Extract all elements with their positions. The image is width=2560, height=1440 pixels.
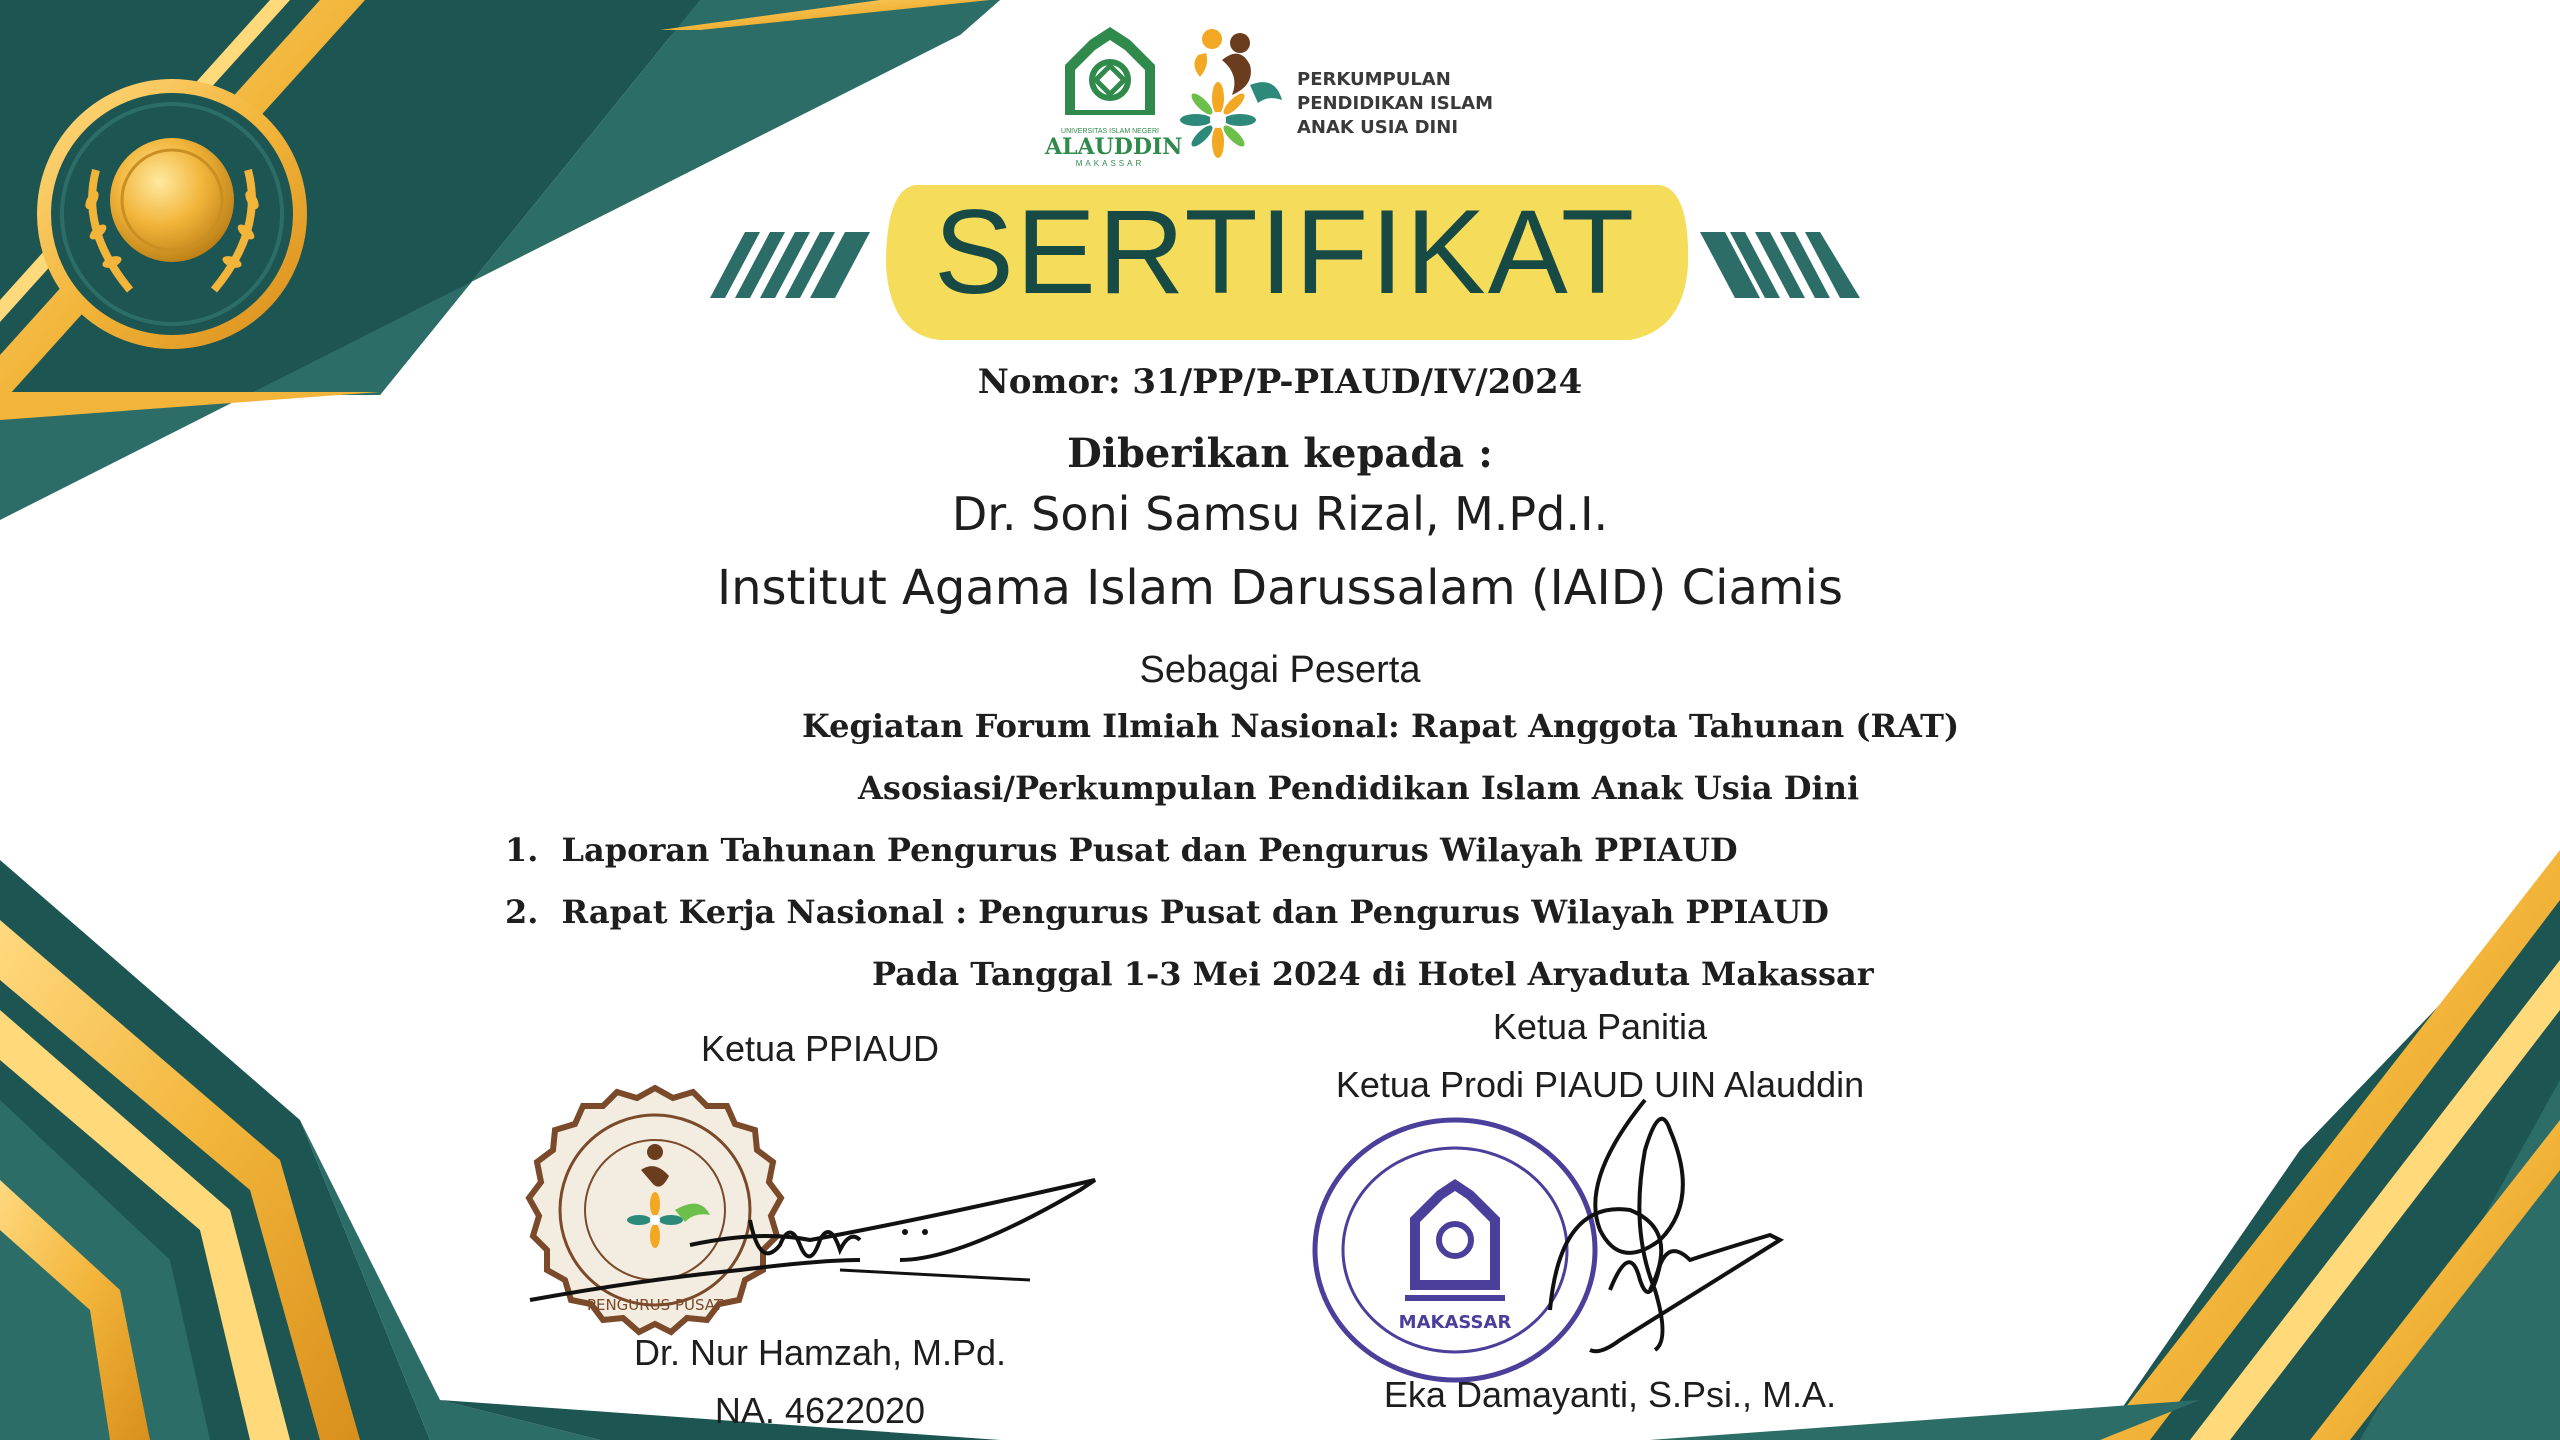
uin-emblem-icon <box>1045 25 1175 125</box>
certificate-title: SERTIFIKAT <box>933 185 1637 319</box>
certificate-number: Nomor: 31/PP/P-PIAUD/IV/2024 <box>977 362 1583 402</box>
right-signatory-title: Ketua Panitia <box>1492 1006 1708 1047</box>
right-signatory-name: Eka Damayanti, S.Psi., M.A. <box>1383 1374 1837 1415</box>
right-signatory-subtitle: Ketua Prodi PIAUD UIN Alauddin <box>1335 1064 1865 1105</box>
left-signatory-title: Ketua PPIAUD <box>700 1028 940 1069</box>
event-item-2 <box>505 890 1829 934</box>
org-name-line-3: ANAK USIA DINI <box>1297 117 1459 138</box>
event-item-number: 2. <box>505 893 539 931</box>
org-name-line-1: PERKUMPULAN <box>1297 69 1451 90</box>
uin-logo-top-text: UNIVERSITAS ISLAM NEGERI <box>1061 128 1159 135</box>
given-to-label: Diberikan kepada : <box>1067 430 1493 477</box>
right-signature <box>1480 1090 1800 1370</box>
event-item-text: Rapat Kerja Nasional : Pengurus Pusat dan Pengurus Wilayah PPIAUD <box>561 893 1829 931</box>
left-signature <box>520 1160 1100 1320</box>
event-date-place: Pada Tanggal 1-3 Mei 2024 di Hotel Aryaduta Makassar <box>872 955 1874 993</box>
left-signatory-id: NA. 4622020 <box>714 1390 926 1431</box>
event-item-1 <box>505 828 1738 872</box>
left-signatory-name: Dr. Nur Hamzah, M.Pd. <box>633 1332 1007 1373</box>
medal-seal-icon <box>44 86 300 342</box>
event-line-1: Kegiatan Forum Ilmiah Nasional: Rapat Anggota Tahunan (RAT) <box>802 707 1960 745</box>
event-item-number: 1. <box>505 831 539 869</box>
org-name-line-2: PENDIDIKAN ISLAM <box>1297 93 1494 114</box>
recipient-institution: Institut Agama Islam Darussalam (IAID) Ciamis <box>716 560 1844 616</box>
uin-logo-name: ALAUDDIN <box>1045 134 1183 160</box>
uin-alauddin-logo <box>1045 25 1183 168</box>
ppiaud-logo <box>1160 25 1290 165</box>
uin-logo-city: MAKASSAR <box>1075 159 1145 168</box>
role-label: Sebagai Peserta <box>1139 649 1421 691</box>
kemenag-stamp-city: MAKASSAR <box>1398 1312 1512 1333</box>
event-item-text: Laporan Tahunan Pengurus Pusat dan Pengurus Wilayah PPIAUD <box>561 831 1738 869</box>
banner-stripes-right <box>1700 232 1860 298</box>
event-line-2: Asosiasi/Perkumpulan Pendidikan Islam Anak Usia Dini <box>858 769 1860 807</box>
banner-stripes-left <box>710 232 870 298</box>
ppiaud-stamp-bottom-text: PENGURUS PUSAT <box>586 1296 724 1314</box>
recipient-name: Dr. Soni Samsu Rizal, M.Pd.I. <box>951 487 1609 541</box>
ppiaud-children-flower-icon <box>1160 25 1290 165</box>
org-name-block <box>1297 68 1493 140</box>
